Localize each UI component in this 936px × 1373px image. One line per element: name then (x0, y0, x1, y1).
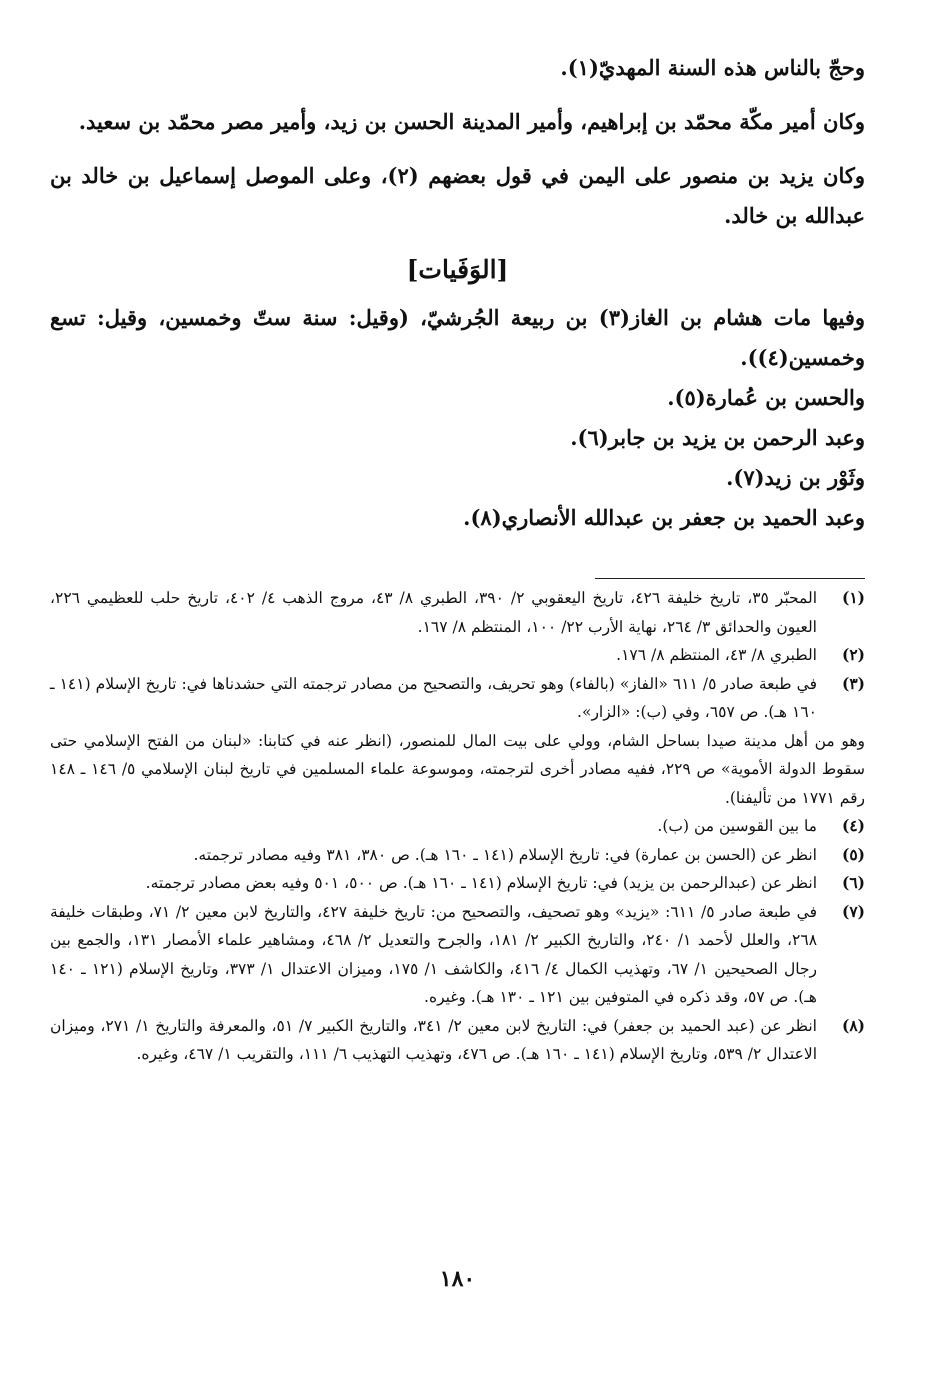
footnotes (50, 584, 865, 1069)
footnote-text: في طبعة صادر ٥/ ٦١١: «يزيد» وهو تصحيف، والتصحيح من: تاريخ خليفة ٤٢٧، والتاريخ لابن معين ٢/ ٧١، وطبقات خليفة ٢٦٨، والعلل لأحمد ١/ ٢٤٠، والتاريخ الكبير ٢/ ١٨١، والجرح والتعديل ٢/ ٤٦٨، ومشاهير علماء الأمصار ١٣١، والجمع بين رجال الصحيحين ١/ ٦٧، وتهذيب الكمال ٤/ ٤١٦، والكاشف ١/ ١٧٥، وميزان الاعتدال ١/ ٣٧٣، وتاريخ الإسلام (١٢١ ـ ١٤٠ هـ). ص ٥٧، وقد ذكره في المتوفين بين ١٢١ ـ ١٣٠ هـ). وغيره. (50, 902, 818, 1006)
footnote-text: انظر عن (عبدالرحمن بن يزيد) في: تاريخ الإسلام (١٤١ ـ ١٦٠ هـ). ص ٥٠٠، ٥٠١ وفيه بعض مصادر ترجمته. (145, 874, 817, 892)
book-page (50, 0, 865, 1373)
footnote-4 (50, 812, 865, 841)
footnote-text: الطبري ٨/ ٤٣، المنتظم ٨/ ١٧٦. (616, 646, 817, 664)
death-entry: والحسن بن عُمارة(٥). (667, 385, 865, 410)
death-entry: وعبد الرحمن بن يزيد بن جابر(٦). (570, 425, 865, 450)
footnote-divider (595, 578, 865, 579)
footnote-3-continuation (50, 727, 865, 813)
footnote-number: (١) (841, 588, 865, 607)
footnote-text: انظر عن (الحسن بن عمارة) في: تاريخ الإسلام (١٤١ ـ ١٦٠ هـ). ص ٣٨٠، ٣٨١ وفيه مصادر ترجمته. (193, 845, 817, 864)
main-text (50, 48, 865, 538)
section-heading-deaths: [الوَفَيات] (406, 255, 509, 284)
footnote-2 (50, 641, 865, 670)
footnote-6 (50, 869, 865, 898)
footnote-8 (50, 1012, 865, 1069)
footnote-text: وهو من أهل مدينة صيدا بساحل الشام، وولي على بيت المال للمنصور، (انظر عنه في كتابنا: «لبنان من الفتح الإسلامي حتى سقوط الدولة الأموية» ص ٢٢٩، ففيه مصادر أخرى لترجمته، وموسوعة علماء المسلمين في تاريخ لبنان الإسلامي ٥/ ١٤٦ ـ ١٤٨ رقم ١٧٧١ من تأليفنا). (50, 731, 865, 807)
footnote-number: (٥) (841, 844, 865, 864)
footnote-number: (٢) (841, 645, 865, 664)
main-paragraph-yemen-mosul: وكان يزيد بن منصور على اليمن في قول بعضهم (٢)، وعلى الموصل إسماعيل بن خالد بن عبدالله بن خالد. (50, 163, 865, 228)
footnote-1 (50, 584, 865, 641)
main-paragraph-hajj: وحجّ بالناس هذه السنة المهديّ(١). (560, 55, 865, 80)
footnote-number: (٦) (841, 873, 865, 892)
footnote-number: (٨) (841, 1015, 865, 1035)
footnote-7 (50, 898, 865, 1012)
footnote-text: في طبعة صادر ٥/ ٦١١ «الفاز» (بالفاء) وهو تحريف، والتصحيح من مصادر ترجمته التي حشدناها في: تاريخ الإسلام (١٤١ ـ ١٦٠ هـ). ص ٦٥٧، وفي (ب): «الزار». (50, 674, 817, 721)
death-entry: وعبد الحميد بن جعفر بن عبدالله الأنصاري(٨). (463, 505, 865, 530)
footnote-number: (٣) (841, 673, 865, 693)
page-number: ١٨٠ (439, 1266, 476, 1292)
footnote-5 (50, 841, 865, 870)
death-entry: وثَوْر بن زيد(٧). (726, 465, 865, 490)
footnote-text: انظر عن (عبد الحميد بن جعفر) في: التاريخ لابن معين ٢/ ٣٤١، والتاريخ الكبير ٧/ ٥١، والمعرفة والتاريخ ١/ ٢٧١، وميزان الاعتدال ٢/ ٥٣٩، وتاريخ الإسلام (١٤١ ـ ١٦٠ هـ). ص ٤٧٦، وتهذيب التهذيب ٦/ ١١١، والتقريب ١/ ٤٦٧، وغيره. (50, 1016, 817, 1063)
footnote-3 (50, 670, 865, 727)
footnote-number: (٤) (841, 816, 865, 835)
main-paragraph-governors: وكان أمير مكّة محمّد بن إبراهيم، وأمير المدينة الحسن بن زيد، وأمير مصر محمّد بن سعيد. (78, 109, 865, 134)
footnote-number: (٧) (841, 901, 865, 921)
footnote-text: المحبّر ٣٥، تاريخ خليفة ٤٢٦، تاريخ اليعقوبي ٢/ ٣٩٠، الطبري ٨/ ٤٣، مروج الذهب ٤/ ٤٠٢، تاريخ حلب للعظيمي ٢٢٦، العيون والحدائق ٣/ ٢٦٤، نهاية الأرب ٢٢/ ١٠٠، المنتظم ٨/ ١٦٧. (50, 589, 818, 636)
death-entry: وفيها مات هشام بن الغاز(٣) بن ربيعة الجُرشيّ، (وقيل: سنة ستّ وخمسين، وقيل: تسع وخمسين(٤)). (50, 305, 865, 370)
footnote-text: ما بين القوسين من (ب). (657, 817, 817, 835)
